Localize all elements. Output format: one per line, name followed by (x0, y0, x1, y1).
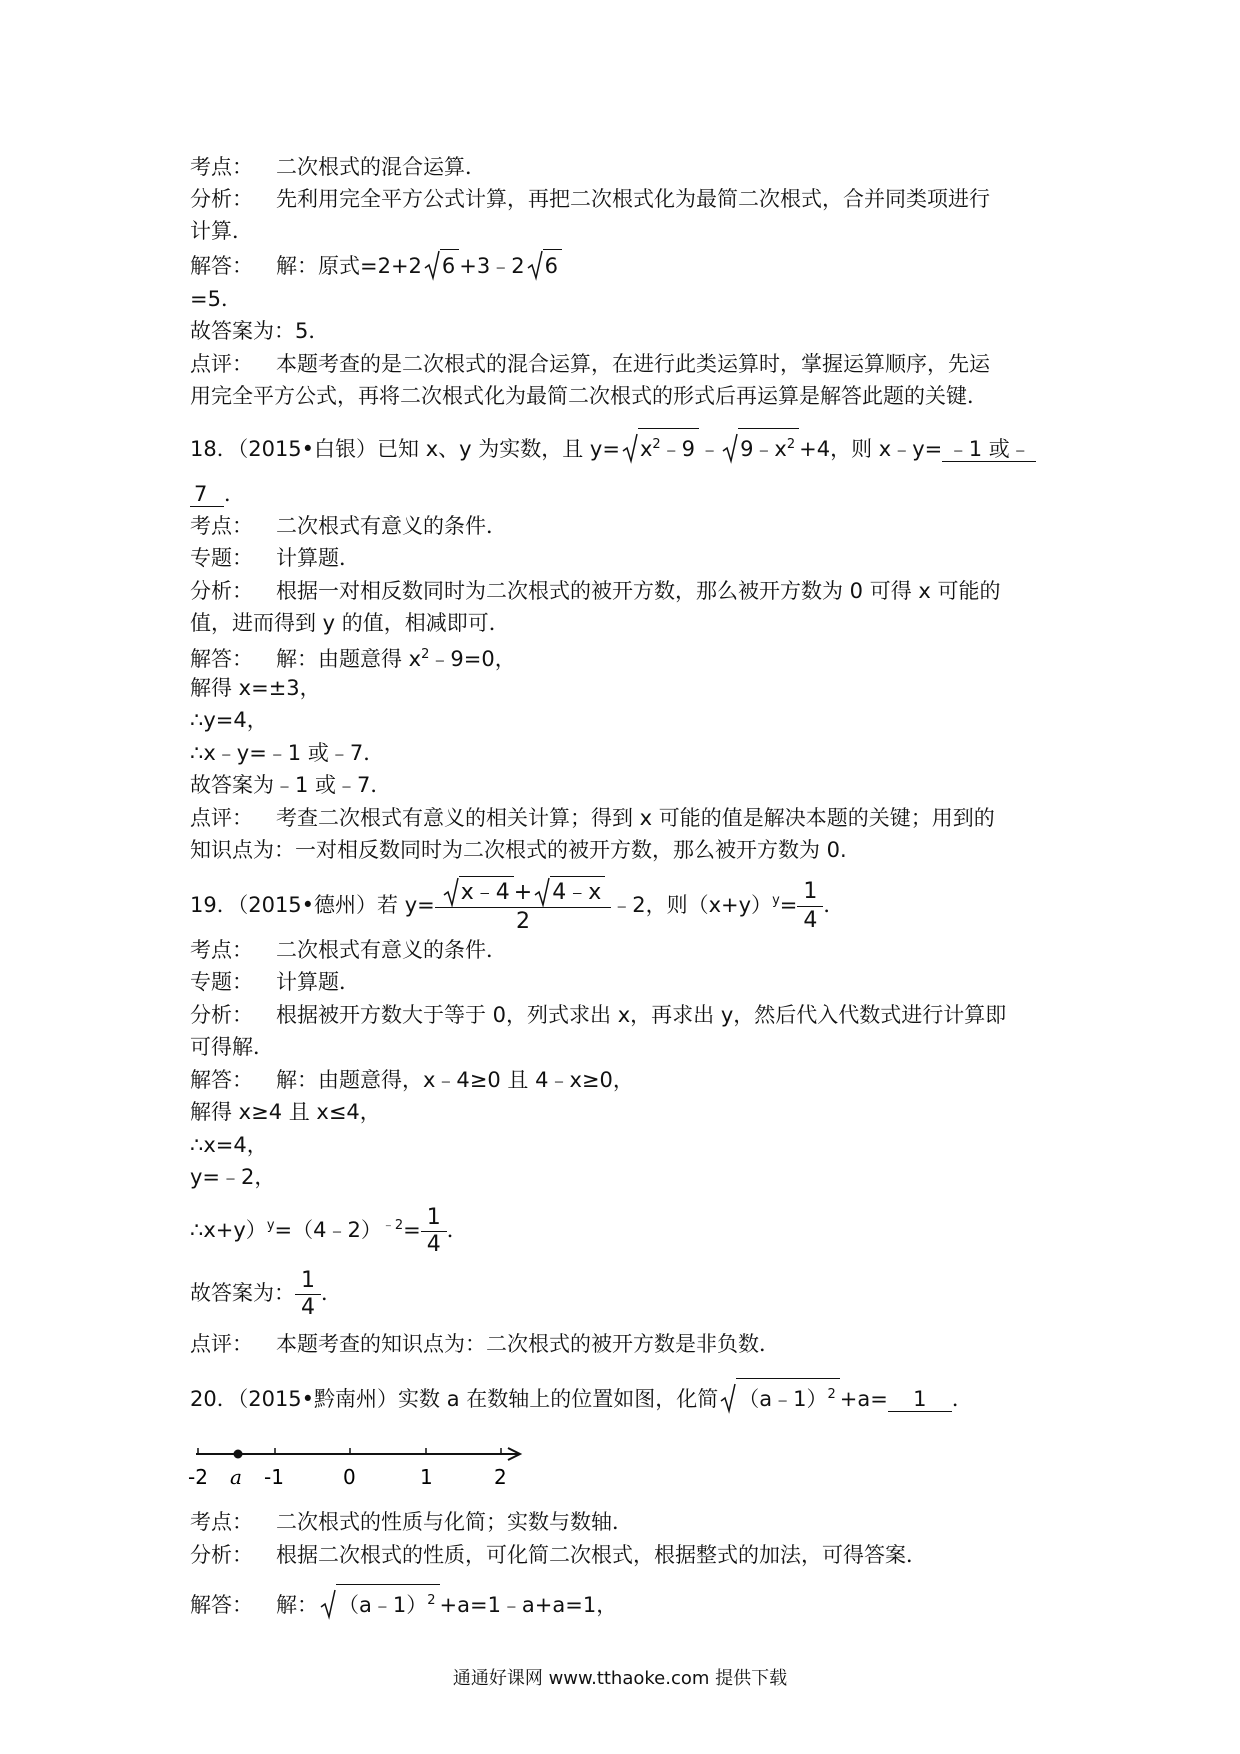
axis-label: -2 (188, 1465, 208, 1489)
jieda-line-3: ∴y=4， (190, 708, 268, 732)
fenxi-line: 分析： 根据二次根式的性质，可化简二次根式，根据整式的加法，可得答案． (190, 1543, 927, 1567)
sqrt-expression: $x^2﹣9$ (622, 428, 699, 463)
fraction: x﹣4 + 4﹣x 2 (435, 876, 612, 936)
jieda-line-4: ∴x﹣y=﹣1 或﹣7． (190, 741, 385, 765)
problem-20-stem: 20．（2015•黔南州）实数 a 在数轴上的位置如图，化简 （a﹣1）$^2$ +a= 1 ． (190, 1378, 973, 1413)
kaodian-line: 考点： 二次根式的混合运算． (190, 155, 486, 179)
dianping-line: 点评： 本题考查的是二次根式的混合运算，在进行此类运算时，掌握运算顺序，先运 (190, 352, 990, 376)
answer-line: 故答案为：5． (190, 319, 330, 343)
sqrt-6: 6 (527, 249, 562, 280)
jieda-line-2: 解得 x=±3， (190, 676, 321, 700)
answer-blank: 7 (190, 482, 224, 507)
jieda-line: 解答： 解： （a﹣1）$^2$ +a=1﹣a+a=1， (190, 1584, 617, 1619)
zhuanti-line: 专题： 计算题． (190, 970, 360, 994)
fenxi-line: 分析： 先利用完全平方公式计算，再把二次根式化为最简二次根式，合并同类项进行 (190, 187, 990, 211)
jieda-line-2: =5． (190, 287, 242, 311)
problem-19-stem: 19．（2015•德州）若 y= x﹣4 + 4﹣x 2 ﹣2，则$(x+y)^y=$ $\frac{1}{4}$ ． (190, 868, 844, 934)
sqrt-6: 6 (424, 249, 459, 280)
fenxi-line: 分析： 根据一对相反数同时为二次根式的被开方数，那么被开方数为 0 可得 x 可能的 (190, 579, 1001, 603)
answer-blank: ﹣1 或﹣ (942, 437, 1036, 462)
answer-line: 故答案为﹣1 或﹣7． (190, 773, 392, 797)
number-line-figure (190, 1438, 530, 1500)
sqrt-expression: （a﹣1）$^2$ (320, 1584, 440, 1619)
answer-blank: $\frac{1}{4}$ (797, 878, 823, 935)
problem-18-stem-2: 7 ． (190, 480, 245, 508)
page-footer: 通通好课网 www.tthaoke.com 提供下载 (452, 1668, 788, 1689)
fenxi-line-2: 计算． (190, 219, 253, 243)
kaodian-line: 考点： 二次根式有意义的条件． (190, 938, 507, 962)
kaodian-line: 考点： 二次根式的性质与化简；实数与数轴． (190, 1510, 633, 1534)
axis-label: 1 (420, 1465, 433, 1489)
problem-18-stem: 18．（2015•白银）已知 x、y 为实数，且 y= $x^2﹣9$ ﹣ $9﹣x^2 +4$，则 x﹣y= ﹣1 或﹣ (190, 428, 1036, 463)
fenxi-line-2: 可得解． (190, 1035, 274, 1059)
jieda-line: 解答： 解：由题意得 $x^2﹣9=0$， (190, 647, 516, 671)
axis-label: 2 (494, 1465, 507, 1489)
answer-line: 故答案为： $\frac{1}{4}$ ． (190, 1267, 342, 1320)
sqrt-expression: （a﹣1）$^2$ (720, 1378, 840, 1413)
dianping-line: 点评： 考查二次根式有意义的相关计算；得到 x 可能的值是解决本题的关键；用到的 (190, 806, 995, 830)
fraction: $\frac{1}{4}$ (295, 1268, 321, 1321)
fenxi-line: 分析： 根据被开方数大于等于 0，列式求出 x，再求出 y，然后代入代数式进行计算即 (190, 1003, 1007, 1027)
jieda-line-4: y=﹣2， (190, 1165, 276, 1189)
jieda-line-2: 解得 x≥4 且 x≤4， (190, 1100, 381, 1124)
dianping-line-2: 用完全平方公式，再将二次根式化为最简二次根式的形式后再运算是解答此题的关键． (190, 384, 988, 408)
jieda-line-5: ∴x+y）$^y$=（4﹣2）$^{﹣2}$= $\frac{1}{4}$ ． (190, 1204, 468, 1257)
point-a (234, 1450, 243, 1459)
answer-blank: 1 (888, 1387, 952, 1412)
dianping-line-2: 知识点为：一对相反数同时为二次根式的被开方数，那么被开方数为 0. (190, 838, 847, 862)
kaodian-line: 考点： 二次根式有意义的条件． (190, 514, 507, 538)
axis-label-a: a (230, 1465, 242, 1489)
dianping-line: 点评： 本题考查的知识点为：二次根式的被开方数是非负数． (190, 1332, 780, 1356)
axis-label: -1 (264, 1465, 284, 1489)
axis-label: 0 (343, 1465, 356, 1489)
fraction: $\frac{1}{4}$ (421, 1205, 447, 1258)
zhuanti-line: 专题： 计算题． (190, 546, 360, 570)
jieda-line: 解答： 解：原式=2+2 6 +3﹣2 6 (190, 249, 562, 280)
jieda-line: 解答： 解：由题意得，x﹣4≥0 且 4﹣x≥0， (190, 1068, 634, 1092)
fenxi-line-2: 值，进而得到 y 的值，相减即可． (190, 611, 510, 635)
sqrt-expression: $9﹣x^2$ (722, 428, 799, 463)
jieda-line-3: ∴x=4， (190, 1133, 268, 1157)
